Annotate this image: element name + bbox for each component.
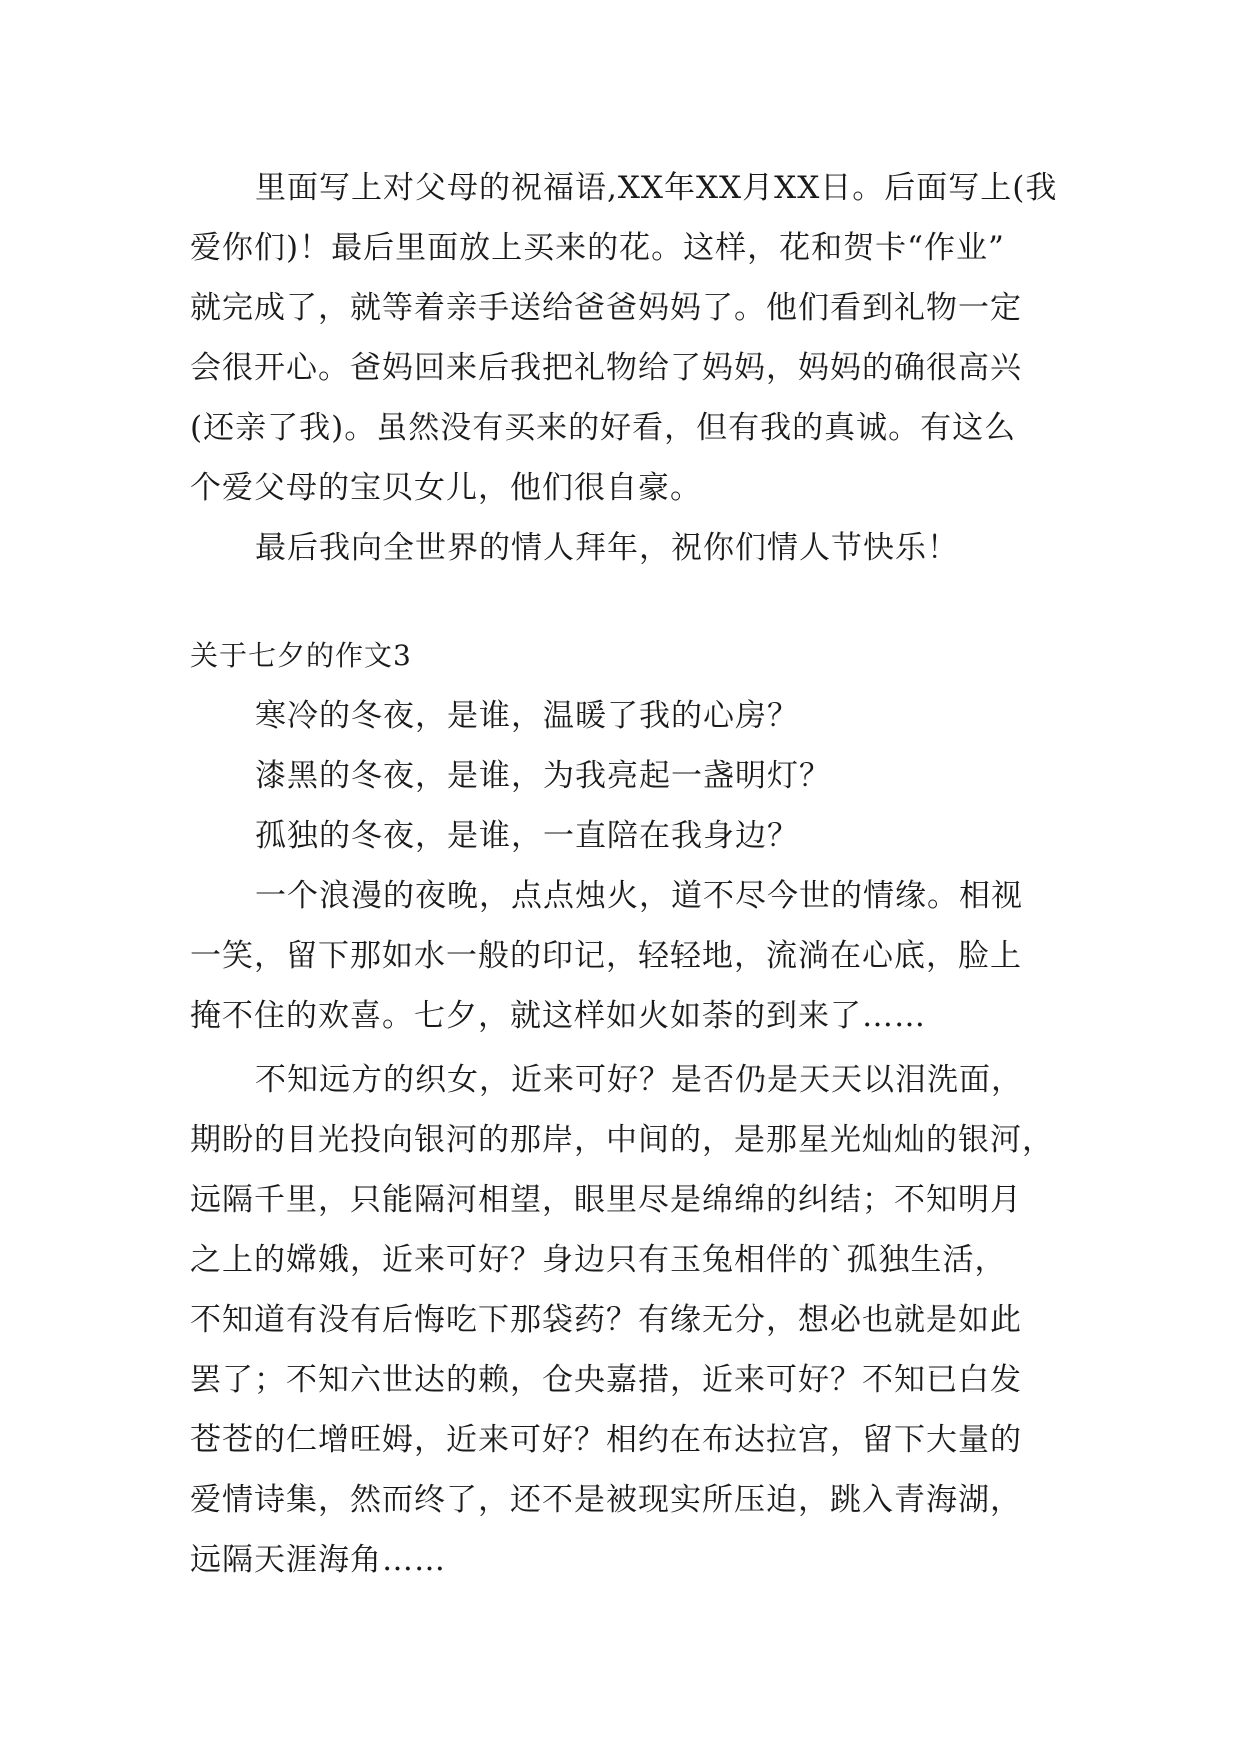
paragraph-1-line-4: 会很开心。爸妈回来后我把礼物给了妈妈，妈妈的确很高兴 <box>190 350 1022 386</box>
paragraph-4-line-8: 爱情诗集，然而终了，还不是被现实所压迫，跳入青海湖， <box>190 1482 1022 1518</box>
paragraph-4-line-3: 远隔千里，只能隔河相望，眼里尽是绵绵的纠结；不知明月 <box>190 1182 1022 1218</box>
section-title: 关于七夕的作文3 <box>190 639 412 672</box>
paragraph-3-line-3: 掩不住的欢喜。七夕，就这样如火如荼的到来了…… <box>190 998 926 1034</box>
paragraph-4-line-6: 罢了；不知六世达的赖，仓央嘉措，近来可好？不知已白发 <box>190 1362 1022 1398</box>
paragraph-4-line-2: 期盼的目光投向银河的那岸，中间的，是那星光灿灿的银河， <box>190 1122 1054 1158</box>
paragraph-4-line-4: 之上的嫦娥，近来可好？身边只有玉兔相伴的`孤独生活， <box>190 1242 1007 1278</box>
paragraph-4-line-7: 苍苍的仁增旺姆，近来可好？相约在布达拉宫，留下大量的 <box>190 1422 1022 1458</box>
question-line-3: 孤独的冬夜，是谁，一直陪在我身边？ <box>255 818 799 854</box>
paragraph-4-line-5: 不知道有没有后悔吃下那袋药？有缘无分，想必也就是如此 <box>190 1302 1022 1338</box>
paragraph-3-line-2: 一笑，留下那如水一般的印记，轻轻地，流淌在心底，脸上 <box>190 938 1022 974</box>
question-line-1: 寒冷的冬夜，是谁，温暖了我的心房？ <box>255 698 799 734</box>
paragraph-3-line-1: 一个浪漫的夜晚，点点烛火，道不尽今世的情缘。相视 <box>255 878 1023 914</box>
paragraph-1-line-2: 爱你们)！最后里面放上买来的花。这样，花和贺卡“作业” <box>190 230 1005 266</box>
paragraph-1-line-1: 里面写上对父母的祝福语,XX年XX月XX日。后面写上(我 <box>255 170 1058 206</box>
paragraph-4-line-9: 远隔天涯海角…… <box>190 1542 446 1578</box>
paragraph-1-line-3: 就完成了，就等着亲手送给爸爸妈妈了。他们看到礼物一定 <box>190 290 1022 326</box>
paragraph-1-line-5: (还亲了我)。虽然没有买来的好看，但有我的真诚。有这么 <box>190 410 1017 446</box>
paragraph-2-line-1: 最后我向全世界的情人拜年，祝你们情人节快乐！ <box>255 530 959 566</box>
paragraph-1-line-6: 个爱父母的宝贝女儿，他们很自豪。 <box>190 470 702 506</box>
paragraph-4-line-1: 不知远方的织女，近来可好？是否仍是天天以泪洗面， <box>255 1062 1023 1098</box>
question-line-2: 漆黑的冬夜，是谁，为我亮起一盏明灯？ <box>255 758 831 794</box>
